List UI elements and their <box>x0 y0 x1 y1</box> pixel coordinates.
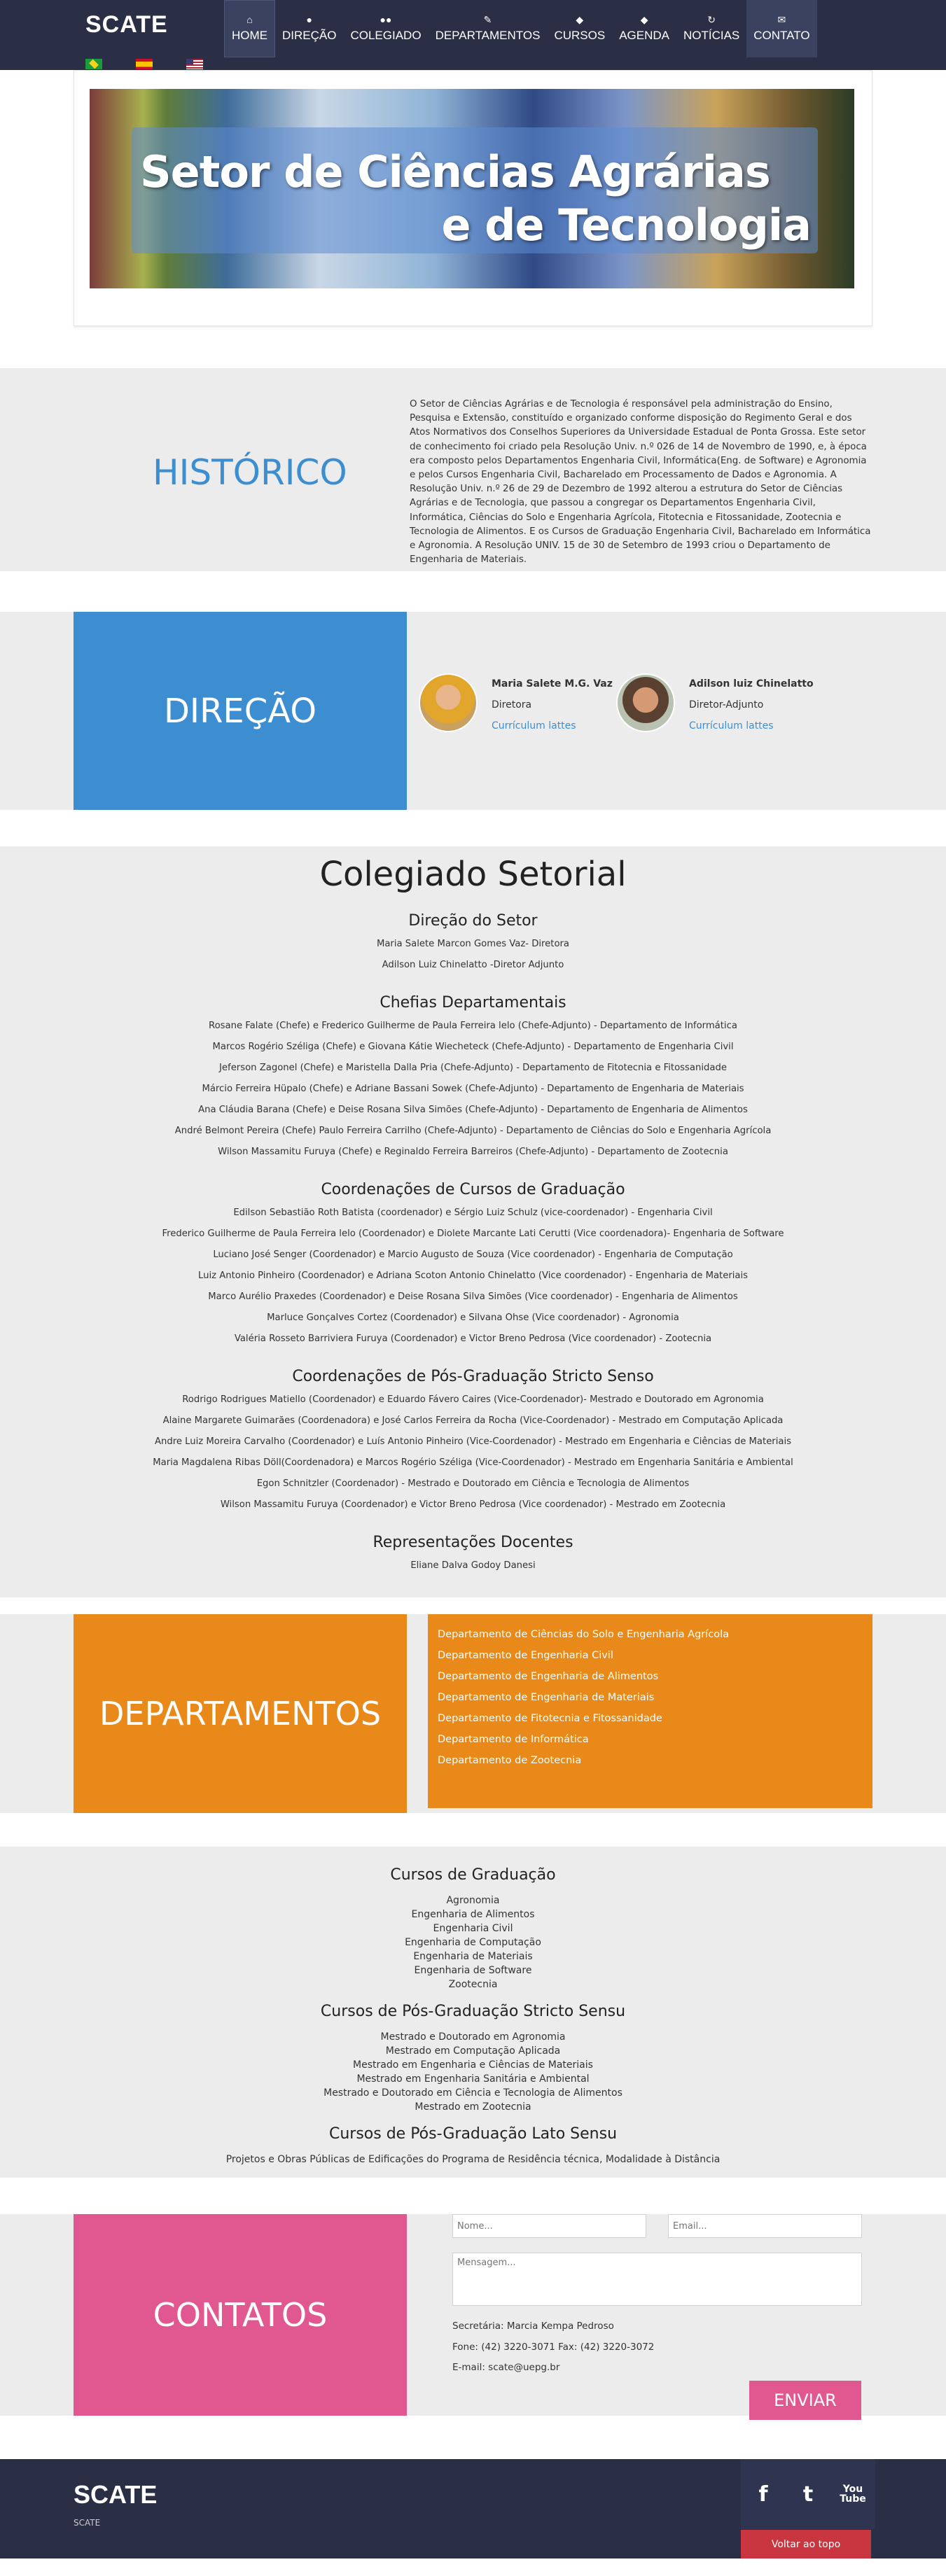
tag-icon: ◆ <box>640 14 648 25</box>
list-item: Engenharia de Software <box>414 1965 532 1976</box>
list-item: Andre Luiz Moreira Carvalho (Coordenador) e Luís Antonio Pinheiro (Vice-Coordenador) - Mestrado em Engenharia e Ciências de Materiais <box>154 1436 792 1447</box>
colegiado-subheading: Coordenações de Pós-Graduação Stricto Senso <box>292 1368 654 1385</box>
phone-text: Fone: (42) 3220-3071 Fax: (42) 3220-3072 <box>452 2342 655 2353</box>
footer <box>0 2459 946 2558</box>
nav-item-label: DEPARTAMENTOS <box>435 29 541 42</box>
historico-title: HISTÓRICO <box>153 452 347 493</box>
flag-brazil-icon[interactable] <box>85 59 102 69</box>
colegiado-subheading: Chefias Departamentais <box>380 994 566 1011</box>
colegiado-subheading: Direção do Setor <box>408 912 538 930</box>
list-item: Marcos Rogério Széliga (Chefe) e Giovana Kátie Wiecheteck (Chefe-Adjunto) - Departamento de Engenharia Civil <box>212 1042 734 1052</box>
lattes-link[interactable]: Currículum lattes <box>492 720 576 732</box>
list-item: Ana Cláudia Barana (Chefe) e Deise Rosana Silva Simões (Chefe-Adjunto) - Departamento de Engenharia de Alimentos <box>198 1105 748 1115</box>
cursos-subheading: Cursos de Pós-Graduação Lato Sensu <box>328 2125 618 2143</box>
avatar <box>616 673 675 732</box>
colegiado-subheading: Coordenações de Cursos de Graduação <box>321 1181 625 1198</box>
nav-item-departamentos[interactable] <box>429 0 548 57</box>
email-input[interactable] <box>668 2214 862 2238</box>
direcao-section <box>0 612 946 810</box>
refresh-icon: ↻ <box>707 14 716 25</box>
colegiado-subheading: Representações Docentes <box>373 1534 573 1551</box>
facebook-icon[interactable]: f <box>741 2459 786 2529</box>
list-item: Alaine Margarete Guimarães (Coordenadora) e José Carlos Ferreira da Rocha (Vice-Coordenador) - Mestrado em Computação Aplicada <box>162 1415 784 1426</box>
list-item: Marco Aurélio Praxedes (Coordenador) e Deise Rosana Silva Simões (Vice coordenador) - Engenharia de Alimentos <box>208 1292 738 1302</box>
list-item: Maria Magdalena Ribas Döll(Coordenadora) e Marcos Rogério Széliga (Vice-Coordenador) - Mestrado em Engenharia Sanitária e Ambiental <box>153 1457 793 1468</box>
nav-item-cursos[interactable] <box>547 0 612 57</box>
nav-item-label: CONTATO <box>753 29 810 42</box>
user-icon: ● <box>306 14 312 25</box>
list-item: Zootecnia <box>448 1979 498 1990</box>
list-item: Mestrado em Engenharia e Ciências de Materiais <box>353 2059 593 2071</box>
nav-item-home[interactable] <box>224 0 275 57</box>
historico-section <box>0 368 946 571</box>
secretaria-text: Secretária: Marcia Kempa Pedroso <box>452 2320 614 2332</box>
back-to-top-button[interactable]: Voltar ao topo <box>741 2530 871 2558</box>
list-item: Maria Salete Marcon Gomes Vaz- Diretora <box>376 939 570 949</box>
contatos-section <box>0 2214 946 2416</box>
language-flags <box>85 59 203 69</box>
nav-item-colegiado[interactable] <box>343 0 428 57</box>
list-item: Rodrigo Rodrigues Matiello (Coordenador) e Eduardo Fávero Caires (Vice-Coordenador)- Mestrado e Doutorado em Agronomia <box>182 1394 764 1405</box>
list-item: Engenharia de Alimentos <box>411 1909 535 1920</box>
departamentos-list <box>428 1614 872 1808</box>
lattes-link[interactable]: Currículum lattes <box>689 720 774 732</box>
list-item: Valéria Rosseto Barriviera Furuya (Coordenador) e Victor Breno Pedrosa (Vice coordenador) - Zootecnia <box>234 1334 712 1344</box>
email-text: E-mail: scate@uepg.br <box>452 2362 560 2373</box>
list-item: Engenharia Civil <box>433 1923 513 1934</box>
departamento-link[interactable]: Departamento de Ciências do Solo e Engenharia Agrícola <box>438 1629 730 1640</box>
main-menu <box>224 0 817 57</box>
list-item: Jeferson Zagonel (Chefe) e Maristella Dalla Pria (Chefe-Adjunto) - Departamento de Fitotecnia e Fitossanidade <box>219 1063 727 1073</box>
list-item: Wilson Massamitu Furuya (Coordenador) e Victor Breno Pedrosa (Vice coordenador) - Mestrado em Zootecnia <box>220 1499 726 1510</box>
home-icon: ⌂ <box>246 14 253 25</box>
cursos-subheading: Cursos de Graduação <box>390 1866 556 1884</box>
list-item: Agronomia <box>446 1895 500 1906</box>
list-item: Projetos e Obras Públicas de Edificações do Programa de Residência técnica, Modalidade à Distância <box>225 2154 721 2165</box>
list-item: Egon Schnitzler (Coordenador) - Mestrado e Doutorado em Ciência e Tecnologia de Alimentos <box>256 1478 690 1489</box>
cursos-section <box>0 1847 946 2178</box>
list-item: Mestrado em Zootecnia <box>415 2101 531 2113</box>
twitter-icon[interactable]: t <box>786 2459 830 2529</box>
nav-item-label: NOTÍCIAS <box>683 29 740 42</box>
colegiado-title: Colegiado Setorial <box>319 855 627 894</box>
departamento-link[interactable]: Departamento de Engenharia de Alimentos <box>438 1671 659 1682</box>
departamentos-section <box>0 1614 946 1813</box>
banner-title-line2: e de Tecnologia <box>441 200 811 251</box>
nav-item-direção[interactable] <box>275 0 343 57</box>
users-icon: ●● <box>380 14 392 25</box>
list-item: Adilson Luiz Chinelatto -Diretor Adjunto <box>382 960 564 970</box>
departamentos-title: DEPARTAMENTOS <box>74 1614 407 1813</box>
historico-text: O Setor de Ciências Agrárias e de Tecnologia é responsável pela administração do Ensino, Pesquisa e Extensão, constituído e organizado conforme disposição do Regimento Geral e dos Atos Normativos dos Conselhos Superiores da Universidade Estadual de Ponta Grossa. Este setor de conhecimento foi criado pela Resolução Univ. n.º 026 de 14 de Novembro de 1990, e, à época era composto pelos Departamentos Engenharia Civil, Informática(Eng. de Software) e Agronomia e pelos Cursos Engenharia Civil, Bacharelado em Processamento de Dados e Agronomia. A Resolução Univ. n.º 26 de 29 de Dezembro de 1992 alterou a estrutura do Setor de Ciências Agrárias e de Tecnologia, que passou a congregar os Departamentos Engenharia Civil, Informática, Ciências do Solo e Engenharia Agrícola, Fitotecnia e Fitossanidade, Zootecnia e Tecnologia de Alimentos. E os Cursos de Graduação Engenharia Civil, Bacharelado em Informática e Agronomia. A Resolução UNIV. 15 de 30 de Setembro de 1993 criou o Departamento de Engenharia de Materiais. <box>410 399 871 566</box>
footer-brand: SCATE <box>74 2480 158 2509</box>
message-textarea[interactable] <box>452 2253 862 2306</box>
nav-item-label: COLEGIADO <box>350 29 422 42</box>
person-role: Diretor-Adjunto <box>689 699 764 710</box>
flag-usa-icon[interactable] <box>186 59 203 69</box>
departamento-link[interactable]: Departamento de Engenharia de Materiais <box>438 1692 655 1703</box>
nav-item-label: HOME <box>232 29 267 42</box>
nav-item-label: DIREÇÃO <box>282 29 337 42</box>
person-name: Maria Salete M.G. Vaz <box>492 678 613 690</box>
colegiado-section <box>0 846 946 1597</box>
list-item: Engenharia de Computação <box>405 1937 541 1948</box>
person-card <box>419 673 613 736</box>
list-item: Mestrado em Computação Aplicada <box>385 2045 561 2057</box>
person-card <box>616 673 814 736</box>
list-item: Márcio Ferreira Hüpalo (Chefe) e Adriane Bassani Sowek (Chefe-Adjunto) - Departamento de Engenharia de Materiais <box>202 1084 744 1094</box>
direcao-title: DIREÇÃO <box>74 612 407 810</box>
departamento-link[interactable]: Departamento de Informática <box>438 1734 589 1745</box>
brand-logo[interactable]: SCATE <box>85 11 168 38</box>
list-item: Mestrado em Engenharia Sanitária e Ambiental <box>356 2073 590 2085</box>
person-name: Adilson luiz Chinelatto <box>689 678 814 690</box>
departamento-link[interactable]: Departamento de Zootecnia <box>438 1755 582 1766</box>
banner-title-line1: Setor de Ciências Agrárias <box>140 146 770 197</box>
nav-item-contato[interactable] <box>746 0 816 57</box>
list-item: Mestrado e Doutorado em Agronomia <box>380 2031 566 2043</box>
avatar <box>419 673 478 732</box>
list-item: Eliane Dalva Godoy Danesi <box>410 1560 536 1571</box>
envelope-icon: ✉ <box>777 14 786 25</box>
tags-icon: ◆ <box>576 14 584 25</box>
person-role: Diretora <box>492 699 532 710</box>
footer-subtitle: SCATE <box>74 2518 101 2528</box>
pencil-icon: ✎ <box>483 14 492 25</box>
list-item: Marluce Gonçalves Cortez (Coordenador) e Silvana Ohse (Vice coordenador) - Agronomia <box>267 1312 679 1323</box>
contatos-title: CONTATOS <box>74 2214 407 2416</box>
departamento-link[interactable]: Departamento de Fitotecnia e Fitossanidade <box>438 1713 662 1724</box>
cursos-subheading: Cursos de Pós-Graduação Stricto Sensu <box>320 2003 626 2020</box>
social-links <box>741 2459 875 2529</box>
banner-image <box>90 89 854 288</box>
banner-section <box>0 70 946 326</box>
nav-item-label: AGENDA <box>619 29 669 42</box>
list-item: Luciano José Senger (Coordenador) e Marcio Augusto de Souza (Vice coordenador) - Engenharia de Computação <box>213 1250 733 1260</box>
nav-item-label: CURSOS <box>554 29 606 42</box>
top-navbar <box>0 0 946 70</box>
nav-item-notícias[interactable] <box>676 0 746 57</box>
list-item: Rosane Falate (Chefe) e Frederico Guilherme de Paula Ferreira lelo (Chefe-Adjunto) - Departamento de Informática <box>209 1021 737 1031</box>
nav-item-agenda[interactable] <box>612 0 676 57</box>
departamento-link[interactable]: Departamento de Engenharia Civil <box>438 1650 613 1661</box>
list-item: Wilson Massamitu Furuya (Chefe) e Reginaldo Ferreira Barreiros (Chefe-Adjunto) - Departamento de Zootecnia <box>218 1147 728 1157</box>
send-button[interactable]: ENVIAR <box>749 2381 861 2420</box>
banner-frame <box>74 70 872 326</box>
list-item: Edilson Sebastião Roth Batista (coordenador) e Sérgio Luiz Schulz (vice-coordenador) - Engenharia Civil <box>233 1208 713 1218</box>
list-item: Luiz Antonio Pinheiro (Coordenador) e Adriana Scoton Antonio Chinelatto (Vice coordenador) - Engenharia de Materiais <box>197 1270 749 1281</box>
list-item: André Belmont Pereira (Chefe) Paulo Ferreira Carrilho (Chefe-Adjunto) - Departamento de Ciências do Solo e Engenharia Agrícola <box>174 1126 772 1136</box>
list-item: Mestrado e Doutorado em Ciência e Tecnologia de Alimentos <box>324 2087 622 2099</box>
list-item: Frederico Guilherme de Paula Ferreira lelo (Coordenador) e Diolete Marcante Lati Cerutti (Vice coordenadora)- Engenharia de Software <box>162 1228 784 1239</box>
list-item: Engenharia de Materiais <box>413 1951 533 1962</box>
name-input[interactable] <box>452 2214 646 2238</box>
flag-spain-icon[interactable] <box>136 59 153 69</box>
youtube-icon[interactable]: You Tube <box>830 2459 875 2529</box>
